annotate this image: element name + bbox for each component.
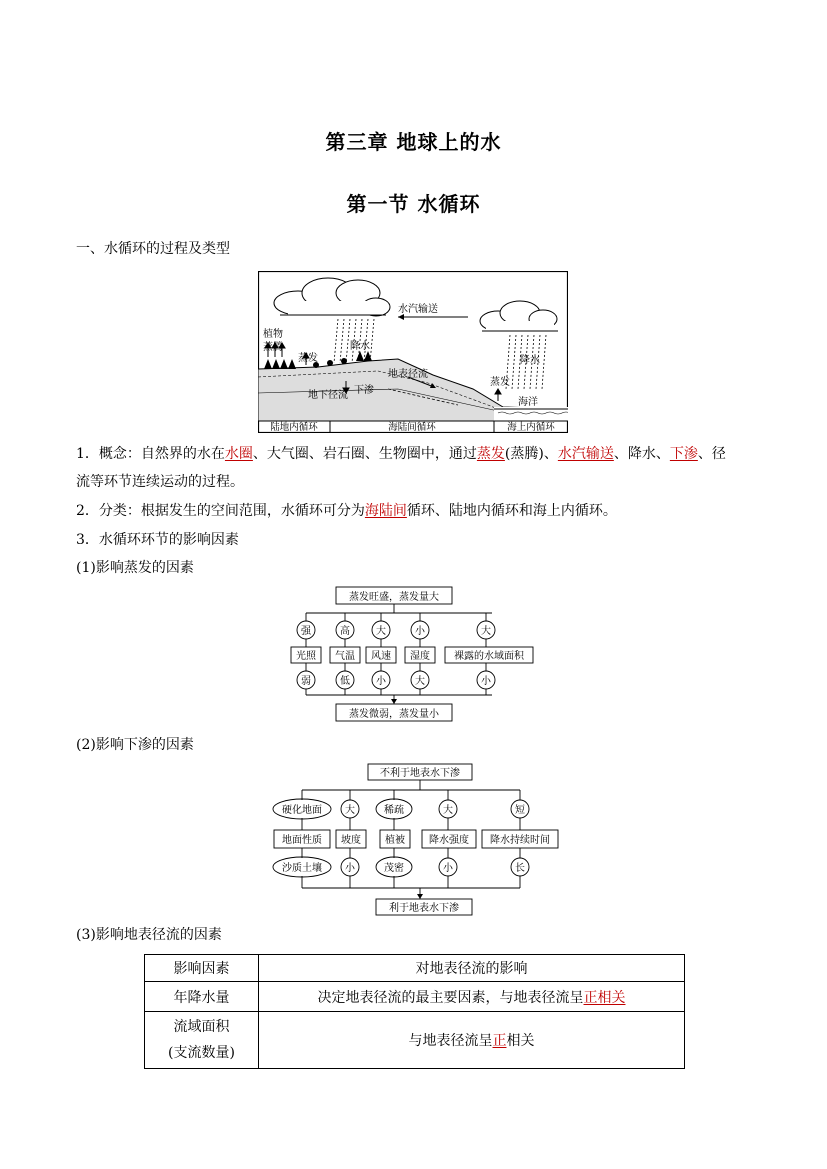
evap-up-1: 强 — [301, 626, 311, 637]
infil-up-2: 大 — [345, 805, 355, 816]
evap-down-2: 低 — [340, 676, 350, 687]
sub-heading-infiltration: (2)影响下渗的因素 — [76, 737, 194, 753]
p2-key-sea-land: 海陆间 — [364, 503, 407, 519]
p2-text1: 2．分类：根据发生的空间范围，水循环可分为 — [76, 503, 365, 519]
infiltration-diagram — [268, 762, 568, 918]
p1-key-vapor: 水汽输送 — [557, 446, 614, 462]
p1-text4: 、降水、 — [613, 446, 670, 462]
label-plant: 植物 — [263, 329, 283, 340]
label-precip-land: 降水 — [350, 341, 370, 352]
evap-up-2: 高 — [340, 626, 350, 637]
infil-down-4: 小 — [443, 863, 453, 874]
row2-effect-post: 相关 — [506, 1033, 535, 1049]
p1-text3: (蒸腾)、 — [504, 446, 558, 462]
evap-up-3: 大 — [376, 626, 386, 637]
label-evaporation-sea: 蒸发 — [490, 377, 510, 388]
label-vapor-transport: 水汽输送 — [398, 304, 438, 315]
sub-heading-runoff: (3)影响地表径流的因素 — [76, 927, 222, 943]
evap-down-3: 小 — [376, 676, 386, 687]
infil-down-5: 长 — [515, 863, 525, 874]
infil-down-3: 茂密 — [384, 863, 404, 874]
paragraph-classification — [76, 501, 617, 522]
p1-num: 1． — [76, 446, 99, 462]
infil-down-1: 沙质土壤 — [282, 863, 322, 874]
evap-up-4: 小 — [415, 626, 425, 637]
infil-factor-3: 植被 — [385, 835, 405, 846]
heading-factors: 3．水循环环节的影响因素 — [76, 532, 239, 548]
label-groundwater-runoff: 地下径流 — [308, 390, 348, 401]
p2-text2: 循环、陆地内循环和海上内循环。 — [406, 503, 617, 519]
infil-bottom: 利于地表水下渗 — [389, 903, 459, 914]
row2-effect-key: 正 — [492, 1033, 507, 1049]
header-factor: 影响因素 — [145, 955, 259, 982]
table-row — [145, 982, 685, 1012]
infil-up-3: 稀疏 — [384, 805, 404, 816]
evap-factor-4: 湿度 — [410, 651, 430, 662]
evap-down-4: 大 — [415, 676, 425, 687]
bottom-sea-land-cycle: 海陆间循环 — [388, 422, 436, 433]
bottom-sea-cycle: 海上内循环 — [507, 422, 555, 433]
table-row — [145, 1012, 685, 1069]
evap-bottom: 蒸发微弱，蒸发量小 — [349, 709, 439, 720]
row2-factor — [145, 1012, 259, 1069]
label-surface-runoff: 地表径流 — [388, 369, 428, 380]
evap-down-1: 弱 — [301, 676, 311, 687]
paragraph-concept — [76, 444, 756, 465]
paragraph-concept-cont: 流等环节连续运动的过程。 — [76, 474, 244, 490]
p1-text2: 、大气圈、岩石圈、生物圈中，通过 — [252, 446, 477, 462]
header-effect: 对地表径流的影响 — [259, 955, 685, 982]
runoff-table — [144, 954, 685, 1069]
bottom-land-cycle: 陆地内循环 — [270, 422, 318, 433]
evap-down-5: 小 — [481, 676, 491, 687]
p1-key-hydrosphere: 水圈 — [224, 446, 253, 462]
p1-key-evaporation: 蒸发 — [476, 446, 505, 462]
label-transpiration: 蒸腾 — [263, 342, 283, 353]
table-header-row — [145, 955, 685, 982]
label-ocean: 海洋 — [518, 397, 538, 408]
evap-factor-3: 风速 — [371, 651, 391, 662]
row1-factor: 年降水量 — [145, 982, 259, 1012]
infil-up-5: 短 — [515, 805, 525, 816]
label-infiltration: 下渗 — [354, 385, 374, 396]
row1-effect — [259, 982, 685, 1012]
evap-factor-5: 裸露的水域面积 — [454, 651, 524, 662]
evaporation-diagram — [288, 585, 538, 725]
chapter-title: 第三章 地球上的水 — [325, 130, 502, 154]
evap-up-5: 大 — [481, 626, 491, 637]
infil-top: 不利于地表水下渗 — [380, 768, 460, 779]
p1-text5: 、径 — [697, 446, 726, 462]
infil-up-4: 大 — [443, 805, 453, 816]
row1-effect-key: 正相关 — [583, 989, 626, 1006]
infil-factor-4: 降水强度 — [429, 835, 469, 846]
p1-key-infiltration: 下渗 — [669, 446, 698, 462]
infil-factor-1: 地面性质 — [282, 835, 322, 846]
row2-factor-b: (支流数量) — [168, 1045, 235, 1061]
evap-top: 蒸发旺盛，蒸发量大 — [349, 592, 439, 603]
sub-heading-evaporation: (1)影响蒸发的因素 — [76, 560, 194, 576]
section-title: 第一节 水循环 — [346, 192, 481, 216]
row2-effect-text: 与地表径流呈 — [408, 1033, 493, 1049]
row1-effect-text: 决定地表径流的最主要因素，与地表径流呈 — [317, 989, 584, 1006]
water-cycle-diagram — [258, 271, 568, 433]
p1-text1: 概念：自然界的水在 — [98, 446, 225, 462]
label-precip-sea: 降水 — [520, 355, 540, 366]
evap-factor-2: 气温 — [335, 651, 355, 662]
row2-factor-a: 流域面积 — [173, 1019, 230, 1035]
label-evaporation-land: 蒸发 — [298, 353, 318, 364]
heading-water-cycle: 一、水循环的过程及类型 — [76, 241, 230, 257]
evap-factor-1: 光照 — [296, 651, 316, 662]
infil-factor-5: 降水持续时间 — [490, 835, 550, 846]
infil-up-1: 硬化地面 — [282, 805, 322, 816]
row2-effect — [259, 1012, 685, 1069]
infil-factor-2: 坡度 — [341, 835, 361, 846]
infil-down-2: 小 — [345, 863, 355, 874]
